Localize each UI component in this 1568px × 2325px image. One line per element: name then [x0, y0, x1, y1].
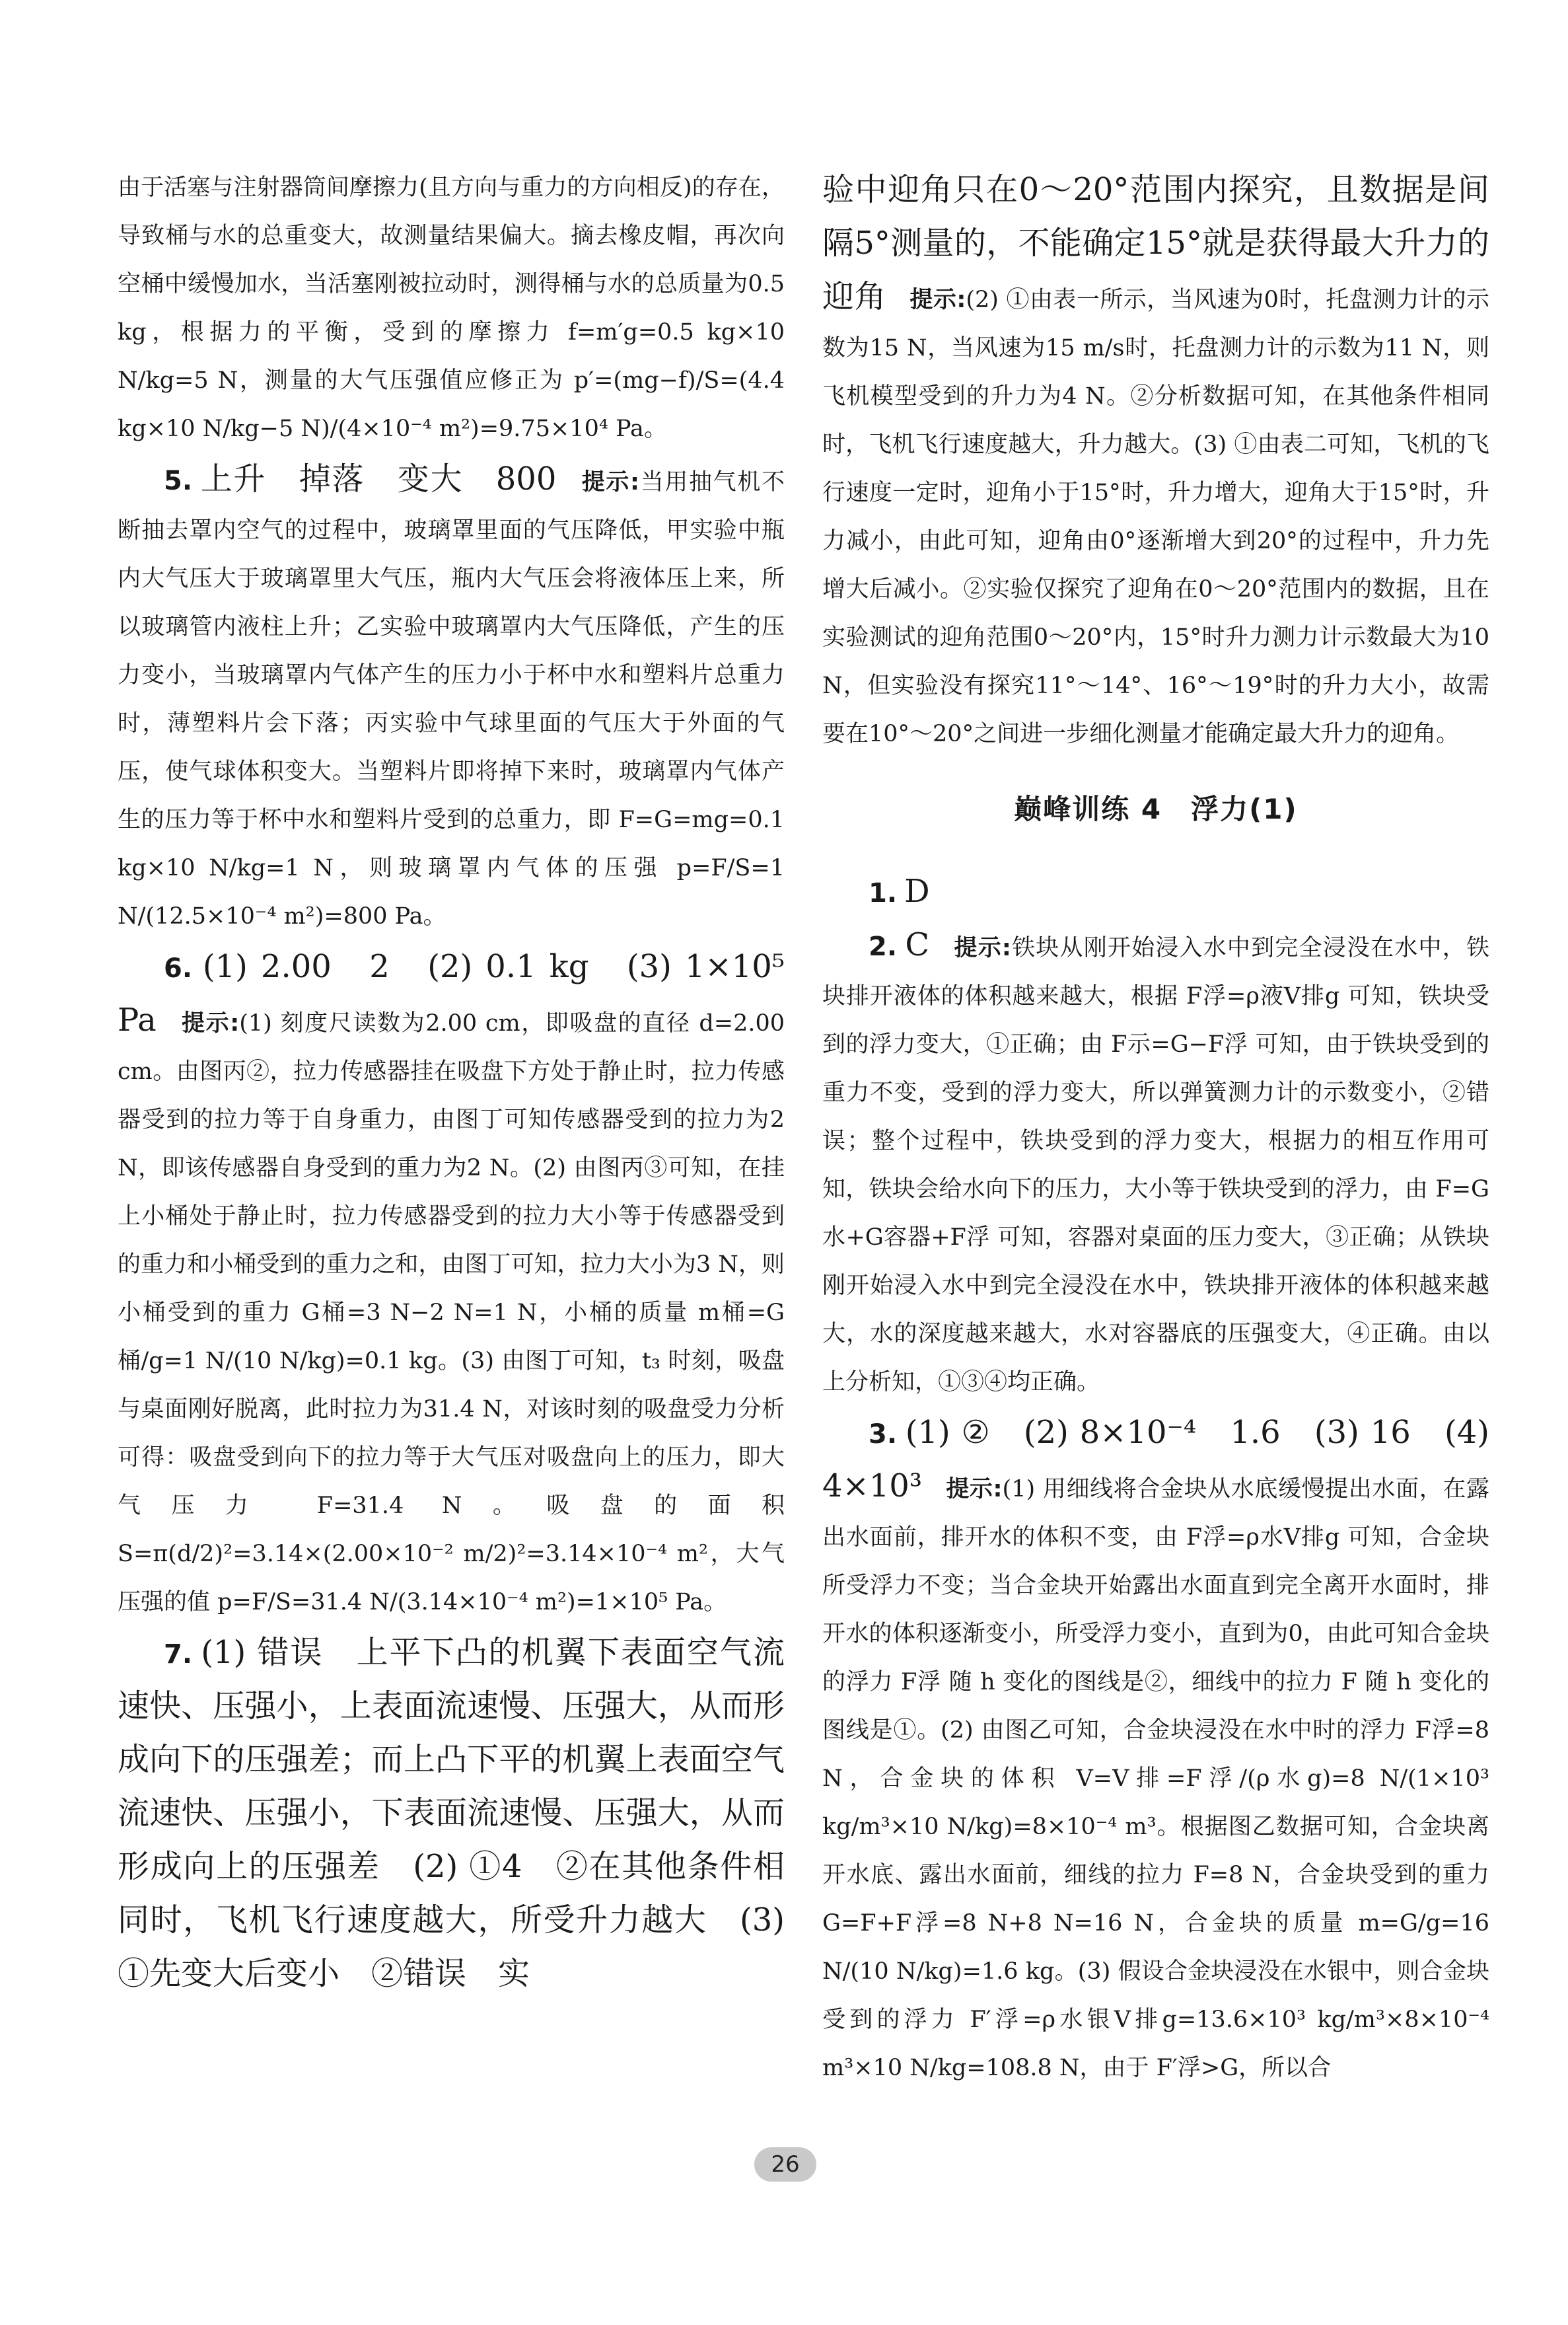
- q2-answer: C: [905, 926, 930, 963]
- answer-text-right: [822, 164, 1489, 758]
- q7-hint-label: 提示:: [909, 287, 966, 313]
- question-3: [822, 1407, 1489, 2092]
- left-column: [118, 164, 785, 2001]
- q4-continuation: 由于活塞与注射器筒间摩擦力(且方向与重力的方向相反)的存在，导致桶与水的总重变大，故测量结果偏大。摘去橡皮帽，再次向空桶中缓慢加水，当活塞刚被拉动时，测得桶与水的总质量为0.5 kg，根据力的平衡，受到的摩擦力 f=m′g=0.5 kg×10 N/kg=5 N，测量的大气压强值应修正为 p′=(mg−f)/S=(4.4 kg×10 N/kg−5 N)/(4×10⁻⁴ m²)=9.75×10⁴ Pa。: [118, 174, 785, 442]
- q5-hint-label: 提示:: [581, 469, 640, 496]
- q5-hint: 当用抽气机不断抽去罩内空气的过程中，玻璃罩里面的气压降低，甲实验中瓶内大气压大于玻璃罩里大气压，瓶内大气压会将液体压上来，所以玻璃管内液柱上升；乙实验中玻璃罩内大气压降低，产生的压力变小，当玻璃罩内气体产生的压力小于杯中水和塑料片总重力时，薄塑料片会下落；丙实验中气球里面的气压大于外面的气压，使气球体积变大。当塑料片即将掉下来时，玻璃罩内气体产生的压力等于杯中水和塑料片受到的总重力，即 F=G=mg=0.1 kg×10 N/kg=1 N，则玻璃罩内气体的压强 p=F/S=1 N/(12.5×10⁻⁴ m²)=800 Pa。: [118, 469, 785, 930]
- section-answers: [822, 866, 1489, 2092]
- q6-hint: (1) 刻度尺读数为2.00 cm，即吸盘的直径 d=2.00 cm。由图丙②，拉力传感器挂在吸盘下方处于静止时，拉力传感器受到的拉力等于自身重力，由图丁可知传感器受到的拉力为2 N，即该传感器自身受到的重力为2 N。(2) 由图丙③可知，在挂上小桶处于静止时，拉力传感器受到的拉力大小等于传感器受到的重力和小桶受到的重力之和，由图丁可知，拉力大小为3 N，则小桶受到的重力 G桶=3 N−2 N=1 N，小桶的质量 m桶=G桶/g=1 N/(10 N/kg)=0.1 kg。(3) 由图丁可知，t₃ 时刻，吸盘与桌面刚好脱离，此时拉力为31.4 N，对该时刻的吸盘受力分析可得：吸盘受到向下的拉力等于大气压对吸盘向上的压力，即大气压力 F=31.4 N。吸盘的面积 S=π(d/2)²=3.14×(2.00×10⁻² m/2)²=3.14×10⁻⁴ m²，大气压强的值 p=F/S=31.4 N/(3.14×10⁻⁴ m²)=1×10⁵ Pa。: [118, 1010, 785, 1615]
- page-number: 26: [754, 2147, 816, 2182]
- q7-answer: (1) 错误 上平下凸的机翼下表面空气流速快、压强小，上表面流速慢、压强大，从而形成向下的压强差；而上凸下平的机翼上表面空气流速快、压强小，下表面流速慢、压强大，从而形成向上的压强差 (2) ①4 ②在其他条件相同时，飞机飞行速度越大，所受升力越大 (3) ①先变大后变小 ②错误 实: [118, 1634, 785, 1992]
- q5-answer: 上升 掉落 变大 800: [200, 461, 557, 498]
- q7-hint: (2) ①由表一所示，当风速为0时，托盘测力计的示数为15 N，当风速为15 m/s时，托盘测力计的示数为11 N，则飞机模型受到的升力为4 N。②分析数据可知，在其他条件相同时，飞机飞行速度越大，升力越大。(3) ①由表二可知，飞机的飞行速度一定时，迎角小于15°时，升力增大，迎角大于15°时，升力减小，由此可知，迎角由0°逐渐增大到20°的过程中，升力先增大后减小。②实验仅探究了迎角在0～20°范围内的数据，且在实验测试的迎角范围0～20°内，15°时升力测力计示数最大为10 N，但实验没有探究11°～14°、16°～19°时的升力大小，故需要在10°～20°之间进一步细化测量才能确定最大升力的迎角。: [822, 287, 1489, 747]
- answer-text-left: [118, 164, 785, 2001]
- q6-number: 6.: [164, 953, 193, 984]
- section-title: 巅峰训练 4 浮力(1): [1014, 793, 1298, 825]
- q2-hint: 铁块从刚开始浸入水中到完全浸没在水中，铁块排开液体的体积越来越大，根据 F浮=ρ液V排g 可知，铁块受到的浮力变大，①正确；由 F示=G−F浮 可知，由于铁块受到的重力不变，受到的浮力变大，所以弹簧测力计的示数变小，②错误；整个过程中，铁块受到的浮力变大，根据力的相互作用可知，铁块会给水向下的压力，大小等于铁块受到的浮力，由 F=G水+G容器+F浮 可知，容器对桌面的压力变大，③正确；从铁块刚开始浸入水中到完全浸没在水中，铁块排开液体的体积越来越大，水的深度越来越大，水对容器底的压强变大，④正确。由以上分析知，①③④均正确。: [822, 935, 1489, 1395]
- q1-answer: D: [904, 873, 930, 910]
- q6-answer: (1) 2.00 2 (2) 0.1 kg (3) 1×10⁵ Pa: [118, 948, 785, 1039]
- question-7: [118, 1627, 785, 2001]
- q7-number: 7.: [164, 1639, 193, 1670]
- question-5: [118, 453, 785, 941]
- question-6: [118, 941, 785, 1627]
- question-2: [822, 919, 1489, 1407]
- question-1: [822, 866, 1489, 919]
- q2-number: 2.: [869, 932, 898, 962]
- q3-answer: (1) ② (2) 8×10⁻⁴ 1.6 (3) 16 (4) 4×10³: [822, 1414, 1489, 1504]
- q1-number: 1.: [869, 878, 898, 908]
- q3-hint: (1) 用细线将合金块从水底缓慢提出水面，在露出水面前，排开水的体积不变，由 F浮=ρ水V排g 可知，合金块所受浮力不变；当合金块开始露出水面直到完全离开水面时，排开水的体积逐渐变小，所受浮力变小，直到为0，由此可知合金块的浮力 F浮 随 h 变化的图线是②，细线中的拉力 F 随 h 变化的图线是①。(2) 由图乙可知，合金块浸没在水中时的浮力 F浮=8 N，合金块的体积 V=V排=F浮/(ρ水g)=8 N/(1×10³ kg/m³×10 N/kg)=8×10⁻⁴ m³。根据图乙数据可知，合金块离开水底、露出水面前，细线的拉力 F=8 N，合金块受到的重力 G=F+F浮=8 N+8 N=16 N，合金块的质量 m=G/g=16 N/(10 N/kg)=1.6 kg。(3) 假设合金块浸没在水银中，则合金块受到的浮力 F′浮=ρ水银V排g=13.6×10³ kg/m³×8×10⁻⁴ m³×10 N/kg=108.8 N，由于 F′浮>G，所以合: [822, 1476, 1489, 2081]
- q6-hint-label: 提示:: [182, 1010, 240, 1037]
- q3-number: 3.: [869, 1419, 898, 1450]
- q5-number: 5.: [164, 466, 193, 496]
- q2-hint-label: 提示:: [954, 935, 1011, 961]
- q7-continuation: [822, 164, 1489, 758]
- q3-hint-label: 提示:: [946, 1476, 1003, 1502]
- right-column: [822, 164, 1489, 2092]
- q7-answer-cont: 验中迎角只在0～20°范围内探究，且数据是间隔5°测量的，不能确定15°就是获得最大升力的迎角: [822, 171, 1489, 315]
